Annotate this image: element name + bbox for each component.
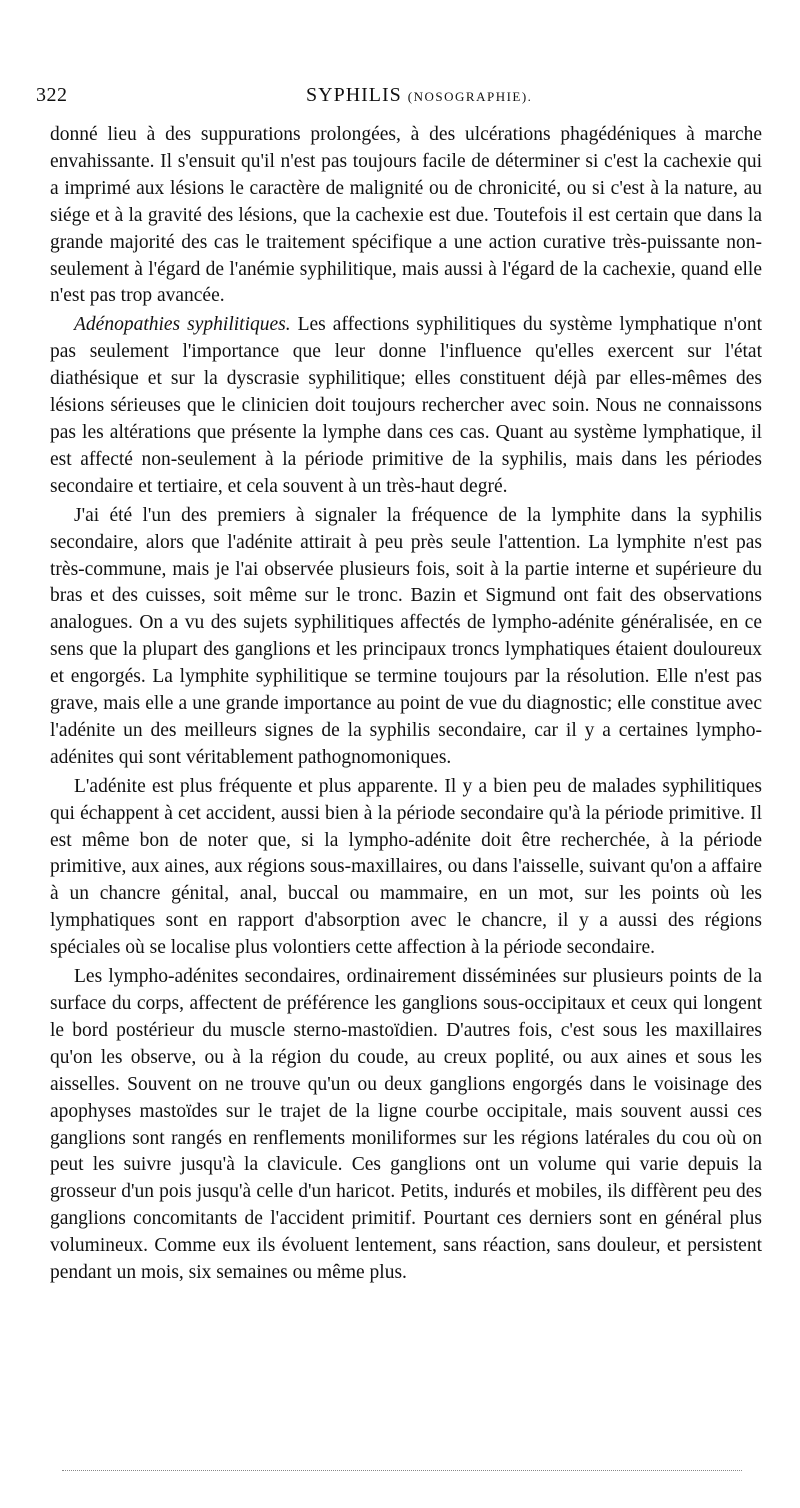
paragraph-1-text: donné lieu à des suppurations prolongées, à des ulcérations phagédéniques à marche envahissante. Il s'ensuit qu'il n'est pas toujours facile de déterminer si c'est la cachexie qui a imprimé aux lésions le caractère de malignité ou de chronicité, ou si c'est à la nature, au siége et à la gravité des lésions, que la cachexie est due. Toutefois il est certain que dans la grande majorité des cas le traitement spécifique a une action curative très-puissante non-seulement à l'égard de l'anémie syphilitique, mais aussi à l'égard de la cachexie, quand elle n'est pas trop avancée.	[50, 124, 762, 307]
paragraph-5	[50, 964, 762, 1287]
paragraph-1	[50, 122, 762, 310]
paragraph-3	[50, 503, 762, 772]
paragraph-4-text: L'adénite est plus fréquente et plus apparente. Il y a bien peu de malades syphilitiques qui échappent à cet accident, aussi bien à la période secondaire qu'à la période primitive. Il est même bon de noter que, si la lympho-adénite doit être recherchée, à la période primitive, aux aines, aux régions sous-maxillaires, ou dans l'aisselle, suivant qu'on a affaire à un chancre génital, anal, buccal ou mammaire, en un mot, sur les points où les lymphatiques sont en rapport d'absorption avec le chancre, il y a aussi des régions spéciales où se localise plus volontiers cette affection à la période secondaire.	[50, 775, 762, 959]
page-header	[36, 84, 766, 114]
paragraph-3-text: J'ai été l'un des premiers à signaler la fréquence de la lymphite dans la syphilis secondaire, alors que l'adénite attirait à peu près seule l'attention. La lymphite n'est pas très-commune, mais je l'ai observée plusieurs fois, soit à la partie interne et supérieure du bras et des cuisses, soit même sur le tronc. Bazin et Sigmund ont fait des observations analogues. On a vu des sujets syphilitiques affectés de lympho-adénite généralisée, en ce sens que la plupart des ganglions et les principaux troncs lymphatiques étaient douloureux et engorgés. La lymphite syphilitique se termine toujours par la résolution. Elle n'est pas grave, mais elle a une grande importance au point de vue du diagnostic; elle constitue avec l'adénite un des meilleurs signes de la syphilis secondaire, car il y a certaines lympho-adénites qui sont véritablement pathognomoniques.	[50, 504, 762, 768]
body-text	[50, 122, 762, 1287]
running-head	[306, 84, 532, 107]
running-head-subtitle: (NOSOGRAPHIE).	[407, 89, 533, 104]
paragraph-2-text: Les affections syphilitiques du système lymphatique n'ont pas seulement l'importance que leur donne l'influence qu'elles exercent sur l'état diathésique et sur la dyscrasie syphilitique; elles constituent déjà par elles-mêmes des lésions sérieuses que le clinicien doit toujours rechercher avec soin. Nous ne connaissons pas les altérations que présente la lymphe dans ces cas. Quant au système lymphatique, il est affecté non-seulement à la période primitive de la syphilis, mais dans les périodes secondaire et tertiaire, et cela souvent à un très-haut degré.	[50, 314, 762, 497]
paragraph-5-text: Les lympho-adénites secondaires, ordinairement disséminées sur plusieurs points de la surface du corps, affectent de préférence les ganglions sous-occipitaux et ceux qui longent le bord postérieur du muscle sterno-mastoïdien. D'autres fois, c'est sous les maxillaires qu'on les observe, ou à la région du coude, au creux poplité, ou aux aines et sous les aisselles. Souvent on ne trouve qu'un ou deux ganglions engorgés dans le voisinage des apophyses mastoïdes sur le trajet de la ligne courbe occipitale, mais souvent aussi ces ganglions sont rangés en renflements moniliformes sur les régions latérales du cou où on peut les suivre jusqu'à la clavicule. Ces ganglions ont un volume qui varie depuis la grosseur d'un pois jusqu'à celle d'un haricot. Petits, indurés et mobiles, ils diffèrent peu des ganglions concomitants de l'accident primitif. Pourtant ces derniers sont en général plus volumineux. Comme eux ils évoluent lentement, sans réaction, sans douleur, et persistent pendant un mois, six semaines ou même plus.	[50, 966, 762, 1284]
paragraph-4	[50, 774, 762, 962]
page-number: 322	[36, 84, 68, 106]
section-heading-adenopathies: Adénopathies syphilitiques.	[74, 314, 291, 336]
paragraph-2	[50, 312, 762, 500]
footer-rule	[62, 1470, 742, 1471]
running-head-title: SYPHILIS	[306, 84, 402, 106]
